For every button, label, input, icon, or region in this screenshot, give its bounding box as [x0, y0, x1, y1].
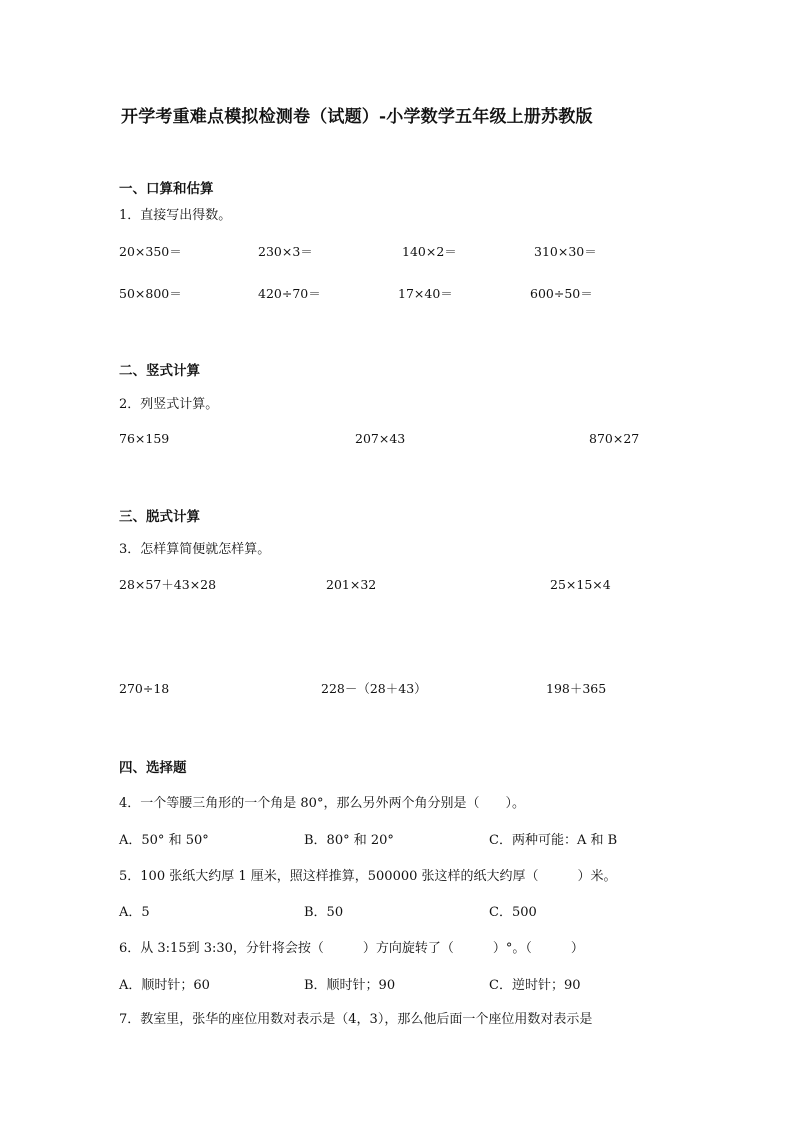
- question-6-text: 6．从 3:15到 3:30，分针将会按（ ）方向旋转了（ ）°。（ ）: [119, 941, 584, 956]
- option-b: B．80° 和 20°: [304, 833, 394, 848]
- oral-problem: 600÷50＝: [530, 286, 593, 301]
- oral-problem: 230×3＝: [258, 244, 313, 259]
- option-b: B．顺时针；90: [304, 978, 396, 993]
- stepwise-problem: 228－（28＋43）: [321, 681, 427, 696]
- oral-problem: 50×800＝: [119, 286, 182, 301]
- section-heading-vertical: 二、竖式计算: [119, 363, 200, 379]
- section-heading-stepwise: 三、脱式计算: [119, 509, 200, 525]
- stepwise-problem: 270÷18: [119, 681, 170, 696]
- stepwise-problem: 198＋365: [546, 681, 607, 696]
- option-a: A．5: [119, 905, 150, 920]
- vertical-problem: 76×159: [119, 431, 170, 446]
- question-7-text: 7．教室里，张华的座位用数对表示是（4，3），那么他后面一个座位用数对表示是: [119, 1012, 593, 1027]
- vertical-problem: 870×27: [589, 431, 640, 446]
- option-a: A．顺时针；60: [119, 978, 210, 993]
- stepwise-problem: 25×15×4: [550, 577, 611, 592]
- question-2-text: 2．列竖式计算。: [119, 397, 219, 412]
- option-c: C．两种可能：A 和 B: [489, 833, 618, 848]
- oral-problem: 310×30＝: [534, 244, 597, 259]
- option-b: B．50: [304, 905, 344, 920]
- oral-problem: 17×40＝: [398, 286, 453, 301]
- stepwise-problem: 201×32: [326, 577, 377, 592]
- question-3-text: 3．怎样算简便就怎样算。: [119, 542, 271, 557]
- oral-problem: 420÷70＝: [258, 286, 321, 301]
- option-c: C．逆时针；90: [489, 978, 581, 993]
- section-heading-oral: 一、口算和估算: [119, 181, 214, 197]
- oral-problem: 140×2＝: [402, 244, 457, 259]
- question-1-text: 1．直接写出得数。: [119, 208, 232, 223]
- question-4-text: 4．一个等腰三角形的一个角是 80°，那么另外两个角分别是（ ）。: [119, 796, 525, 811]
- section-heading-choice: 四、选择题: [119, 760, 187, 776]
- stepwise-problem: 28×57＋43×28: [119, 577, 217, 592]
- option-c: C．500: [489, 905, 537, 920]
- question-5-text: 5．100 张纸大约厚 1 厘米，照这样推算，500000 张这样的纸大约厚（ ）米。: [119, 869, 617, 884]
- vertical-problem: 207×43: [355, 431, 406, 446]
- oral-problem: 20×350＝: [119, 244, 182, 259]
- page-title: 开学考重难点模拟检测卷（试题）-小学数学五年级上册苏教版: [121, 107, 593, 127]
- option-a: A．50° 和 50°: [119, 833, 209, 848]
